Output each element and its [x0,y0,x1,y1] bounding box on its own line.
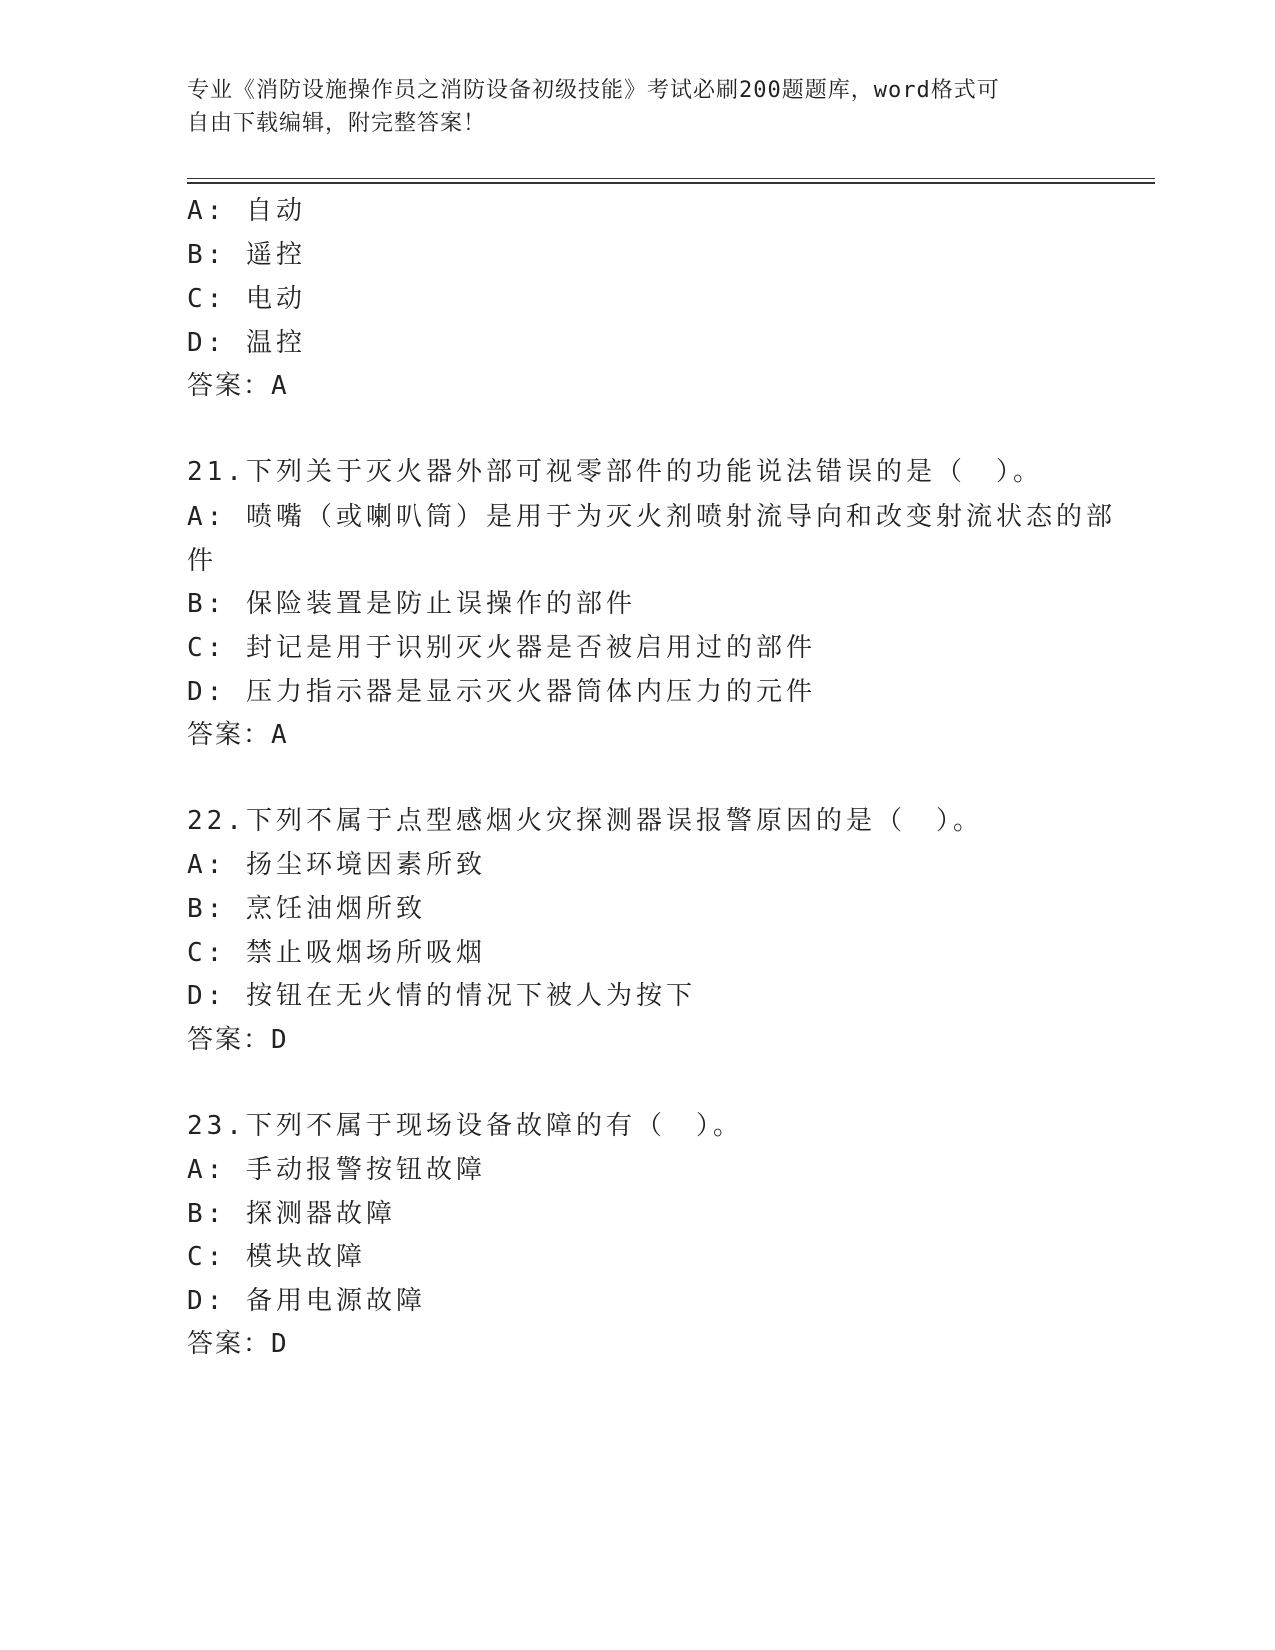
question-21-option-d: D: 压力指示器是显示灭火器筒体内压力的元件 [187,677,816,707]
question-21-stem: 21.下列关于灭火器外部可视零部件的功能说法错误的是（ ）。 [187,457,1043,487]
header-line-2: 自由下载编辑，附完整答案！ [187,111,487,136]
header-line-1: 专业《消防设施操作员之消防设备初级技能》考试必刷200题题库，word格式可 [187,78,1000,103]
question-21-option-b: B: 保险装置是防止误操作的部件 [187,589,636,619]
question-23-answer: 答案：D [187,1329,289,1359]
prev-option-b: B: 遥控 [187,240,306,270]
question-23-stem: 23.下列不属于现场设备故障的有（ ）。 [187,1111,743,1141]
question-23-option-a: A: 手动报警按钮故障 [187,1155,486,1185]
question-23-option-b: B: 探测器故障 [187,1199,396,1229]
question-21-answer: 答案：A [187,720,289,750]
prev-answer: 答案：A [187,371,289,401]
question-22-answer: 答案：D [187,1025,289,1055]
header-divider-top [187,178,1155,179]
prev-option-a: A: 自动 [187,196,306,226]
question-22-option-b: B: 烹饪油烟所致 [187,894,426,924]
question-21-option-a-cont: 件 [187,546,218,576]
question-23-option-c: C: 模块故障 [187,1242,366,1272]
question-22-option-d: D: 按钮在无火情的情况下被人为按下 [187,981,696,1011]
prev-option-c: C: 电动 [187,284,306,314]
question-22-stem: 22.下列不属于点型感烟火灾探测器误报警原因的是（ ）。 [187,806,983,836]
question-22-option-c: C: 禁止吸烟场所吸烟 [187,938,486,968]
question-22-option-a: A: 扬尘环境因素所致 [187,850,486,880]
question-21-option-c: C: 封记是用于识别灭火器是否被启用过的部件 [187,633,816,663]
question-21-option-a: A: 喷嘴（或喇叭筒）是用于为灭火剂喷射流导向和改变射流状态的部 [187,502,1116,532]
document-header [187,74,1087,140]
question-23-option-d: D: 备用电源故障 [187,1286,426,1316]
prev-option-d: D: 温控 [187,328,306,358]
header-divider-bottom [187,182,1155,184]
